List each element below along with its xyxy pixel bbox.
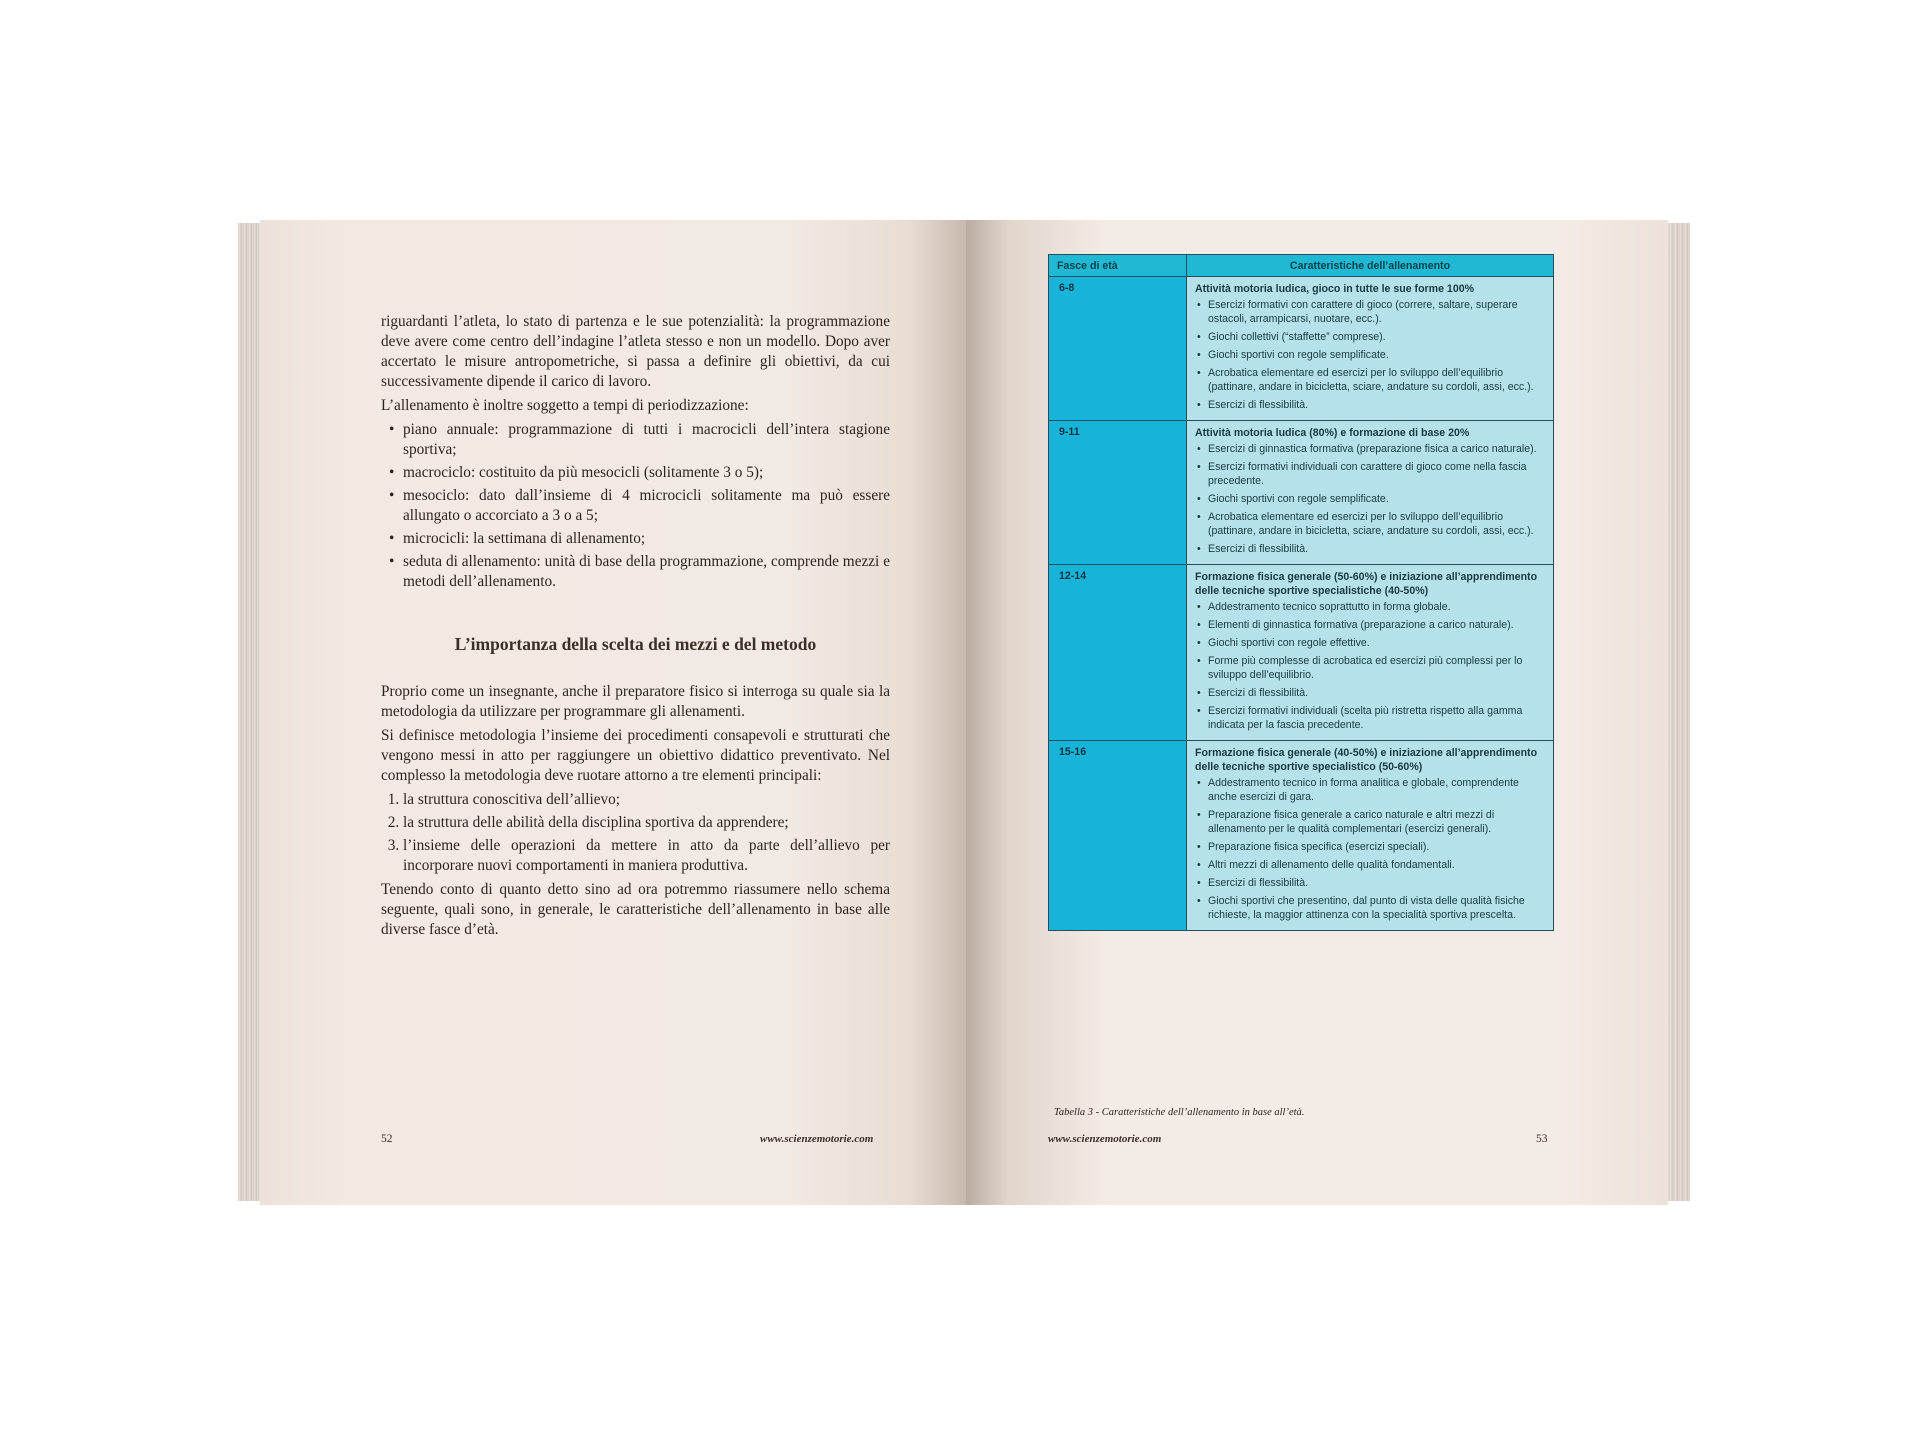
row-title: Formazione fisica generale (40-50%) e iniziazione all’apprendimento delle tecniche sportive specialistico (50-60%): [1195, 747, 1538, 773]
list-item: • Esercizi formativi individuali con carattere di gioco come nella fascia precedente.: [1208, 460, 1545, 488]
table-row: [1049, 421, 1554, 565]
list-item: • Esercizi di flessibilità.: [1208, 876, 1545, 890]
list-item: • Esercizi di ginnastica formativa (preparazione fisica a carico naturale).: [1208, 442, 1545, 456]
list-item: • Preparazione fisica generale a carico naturale e altri mezzi di allenamento per le qualità complementari (esercizi generali).: [1208, 808, 1545, 836]
list-item: 3. l’insieme delle operazioni da mettere in atto da parte dell’allievo per incorporare nuovi comportamenti in maniera produttiva.: [403, 836, 890, 876]
list-item: • piano annuale: programmazione di tutti i macrocicli dell’intera stagione sportiva;: [403, 420, 890, 460]
table-row: [1049, 277, 1554, 421]
list-item: • Preparazione fisica specifica (esercizi speciali).: [1208, 840, 1545, 854]
paragraph: Proprio come un insegnante, anche il preparatore fisico si interroga su quale sia la metodologia da utilizzare per programmare gli allenamenti.: [381, 683, 890, 720]
list-item: • Esercizi formativi individuali (scelta più ristretta rispetto alla gamma indicata per la fascia precedente.: [1208, 704, 1545, 732]
list-item: • Elementi di ginnastica formativa (preparazione a carico naturale).: [1208, 618, 1545, 632]
table-header-row: [1049, 255, 1554, 277]
table-row: [1049, 565, 1554, 741]
table-caption: Tabella 3 - Caratteristiche dell’allenamento in base all’età.: [1054, 1107, 1305, 1118]
paragraph: Si definisce metodologia l’insieme dei procedimenti consapevoli e strutturati che vengono messi in atto per raggiungere un obiettivo didattico preventivato. Nel complesso la metodologia deve ruotare attorno a tre elementi principali:: [381, 727, 890, 784]
row-title: Formazione fisica generale (50-60%) e iniziazione all’apprendimento delle tecniche sportive specialistiche (40-50%): [1195, 571, 1538, 597]
page-number: 53: [1536, 1133, 1548, 1145]
list-item: • Giochi sportivi con regole semplificate.: [1208, 492, 1545, 506]
paragraph: L’allenamento è inoltre soggetto a tempi di periodizzazione:: [381, 397, 749, 414]
right-page: [966, 220, 1668, 1205]
list-item: • Esercizi di flessibilità.: [1208, 686, 1545, 700]
left-page: [260, 220, 966, 1205]
age-cell: 6-8: [1049, 277, 1187, 421]
paragraph: Tenendo conto di quanto detto sino ad ora potremmo riassumere nello schema seguente, quali sono, in generale, le caratteristiche dell’allenamento in base alle diverse fasce d’età.: [381, 881, 890, 938]
characteristics-cell: [1187, 741, 1554, 931]
list-item: • microcicli: la settimana di allenamento;: [403, 529, 890, 549]
list-item: • Giochi sportivi con regole semplificate.: [1208, 348, 1545, 362]
age-cell: 12-14: [1049, 565, 1187, 741]
header-characteristics: Caratteristiche dell’allenamento: [1187, 255, 1554, 277]
section-heading: L’importanza della scelta dei mezzi e del metodo: [454, 634, 817, 654]
header-age: Fasce di età: [1049, 255, 1187, 277]
paragraph: riguardanti l’atleta, lo stato di partenza e le sue potenzialità: la programmazione deve avere come centro dell’indagine l’atleta stesso e non un modello. Dopo aver accertato le misure antropometriche, si passa a definire gli obiettivi, da cui successivamente dipende il carico di lavoro.: [381, 313, 890, 390]
list-item: • Altri mezzi di allenamento delle qualità fondamentali.: [1208, 858, 1545, 872]
list-item: • Acrobatica elementare ed esercizi per lo sviluppo dell’equilibrio (pattinare, andare in bicicletta, sciare, andature su cordoli, assi, ecc.).: [1208, 510, 1545, 538]
list-item: • Addestramento tecnico soprattutto in forma globale.: [1208, 600, 1545, 614]
list-item: • Acrobatica elementare ed esercizi per lo sviluppo dell’equilibrio (pattinare, andare in bicicletta, sciare, andature su cordoli, assi, ecc.).: [1208, 366, 1545, 394]
list-item: • macrociclo: costituito da più mesocicli (solitamente 3 o 5);: [403, 463, 890, 483]
footer-url: www.scienzemotorie.com: [1048, 1133, 1162, 1145]
age-cell: 15-16: [1049, 741, 1187, 931]
list-item: • mesociclo: dato dall’insieme di 4 microcicli solitamente ma può essere allungato o accorciato a 3 o a 5;: [403, 486, 890, 526]
age-cell: 9-11: [1049, 421, 1187, 565]
list-item: • Giochi sportivi con regole effettive.: [1208, 636, 1545, 650]
periodization-list: [381, 420, 890, 592]
list-item: • Addestramento tecnico in forma analitica e globale, comprendente anche esercizi di gara.: [1208, 776, 1545, 804]
list-item: 2. la struttura delle abilità della disciplina sportiva da apprendere;: [403, 813, 890, 833]
characteristics-cell: [1187, 565, 1554, 741]
page-number: 52: [381, 1133, 393, 1145]
methodology-list: [381, 790, 890, 876]
characteristics-cell: [1187, 277, 1554, 421]
list-item: • seduta di allenamento: unità di base della programmazione, comprende mezzi e metodi dell’allenamento.: [403, 552, 890, 592]
row-title: Attività motoria ludica, gioco in tutte le sue forme 100%: [1195, 283, 1475, 295]
left-page-text: [381, 312, 890, 944]
table-row: [1049, 741, 1554, 931]
footer-url: www.scienzemotorie.com: [760, 1133, 874, 1145]
list-item: • Esercizi di flessibilità.: [1208, 542, 1545, 556]
list-item: • Forme più complesse di acrobatica ed esercizi più complessi per lo sviluppo dell’equilibrio.: [1208, 654, 1545, 682]
list-item: • Esercizi di flessibilità.: [1208, 398, 1545, 412]
characteristics-cell: [1187, 421, 1554, 565]
list-item: 1. la struttura conoscitiva dell’allievo;: [403, 790, 890, 810]
open-book: [238, 220, 1690, 1205]
training-table: [1048, 254, 1554, 931]
list-item: • Giochi sportivi che presentino, dal punto di vista delle qualità fisiche richieste, la maggior attinenza con la specialità sportiva prescelta.: [1208, 894, 1545, 922]
row-title: Attività motoria ludica (80%) e formazione di base 20%: [1195, 427, 1470, 439]
list-item: • Esercizi formativi con carattere di gioco (correre, saltare, superare ostacoli, arrampicarsi, nuotare, ecc.).: [1208, 298, 1545, 326]
list-item: • Giochi collettivi (“staffette” comprese).: [1208, 330, 1545, 344]
